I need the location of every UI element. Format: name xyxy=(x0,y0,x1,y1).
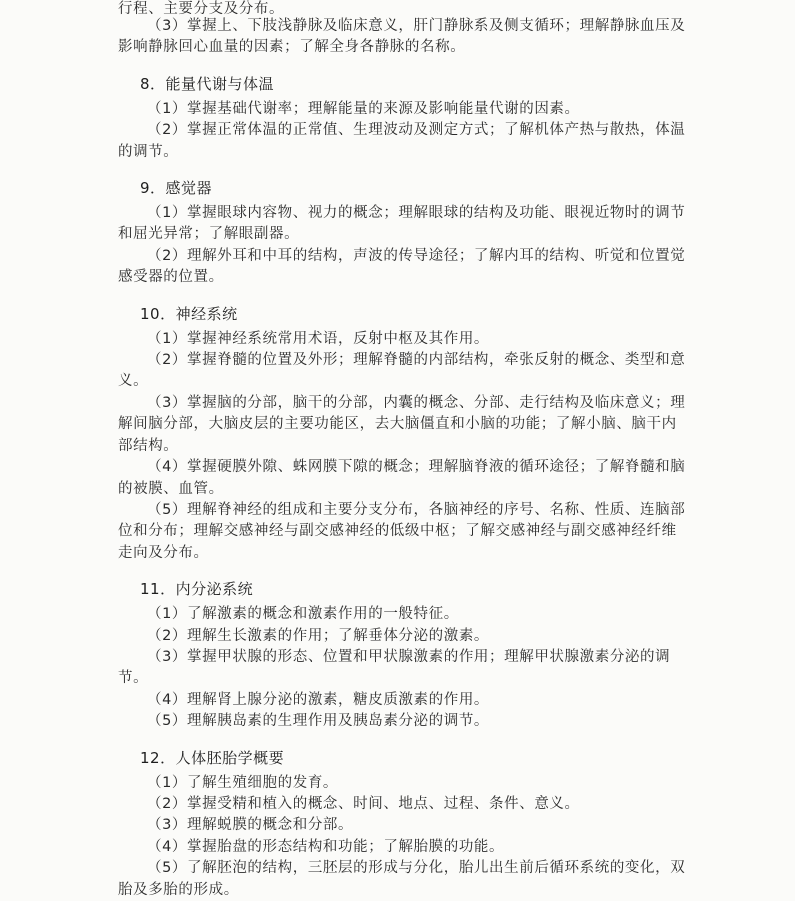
section-title: 9．感觉器 xyxy=(140,179,213,198)
list-item: （2）理解生长激素的作用；了解垂体分泌的激素。 xyxy=(147,627,490,644)
section xyxy=(118,177,690,289)
list-item: （5）理解脊神经的组成和主要分支分布，各脑神经的序号、名称、性质、连脑部位和分布；理解交感神经与副交感神经的低级中枢；了解交感神经与副交感神经纤维走向及分布。 xyxy=(118,501,686,561)
list-item: （1）掌握神经系统常用术语，反射中枢及其作用。 xyxy=(147,330,490,347)
list-item: （5）了解胚泡的结构，三胚层的形成与分化，胎儿出生前后循环系统的变化，双胎及多胎的形成。 xyxy=(118,860,686,898)
list-item: （3）掌握脑的分部，脑干的分部，内囊的概念、分部、走行结构及临床意义；理解间脑分部，大脑皮层的主要功能区，去大脑僵直和小脑的功能；了解小脑、脑干内部结构。 xyxy=(118,394,686,454)
list-item: （2）掌握脊髓的位置及外形；理解脊髓的内部结构，牵张反射的概念、类型和意义。 xyxy=(118,352,686,390)
document-body xyxy=(118,16,690,901)
section-title: 12．人体胚胎学概要 xyxy=(140,748,285,767)
section xyxy=(118,73,690,163)
section xyxy=(118,303,690,564)
list-item: （1）了解生殖细胞的发育。 xyxy=(147,774,339,791)
list-item: （4）理解肾上腺分泌的激素，糖皮质激素的作用。 xyxy=(147,691,490,708)
list-item: （4）掌握胎盘的形态结构和功能；了解胎膜的功能。 xyxy=(147,838,505,855)
list-item: （3）掌握甲状腺的形态、位置和甲状腺激素的作用；理解甲状腺激素分泌的调节。 xyxy=(118,648,671,687)
list-item: （1）掌握基础代谢率；理解能量的来源及影响能量代谢的因素。 xyxy=(147,100,580,117)
list-item: （3）理解蜕膜的概念和分部。 xyxy=(147,817,354,834)
section xyxy=(118,747,690,901)
section-title: 11．内分泌系统 xyxy=(140,580,254,599)
list-item: （2）掌握正常体温的正常值、生理波动及测定方式；了解机体产热与散热，体温的调节。 xyxy=(118,122,686,160)
list-item: （5）理解胰岛素的生理作用及胰岛素分泌的调节。 xyxy=(147,713,490,730)
section-title: 8．能量代谢与体温 xyxy=(140,74,275,93)
sections-container xyxy=(118,73,690,901)
list-item: （3）掌握上、下肢浅静脉及临床意义，肝门静脉系及侧支循环；理解静脉血压及影响静脉回心血量的因素；了解全身各静脉的名称。 xyxy=(118,18,686,56)
list-item: （1）掌握眼球内容物、视力的概念；理解眼球的结构及功能、眼视近物时的调节和屈光异常；了解眼副器。 xyxy=(118,205,686,243)
list-item: （1）了解激素的概念和激素作用的一般特征。 xyxy=(147,606,459,623)
section-title: 10．神经系统 xyxy=(140,304,238,323)
list-item: （4）掌握硬膜外隙、蛛网膜下隙的概念；理解脑脊液的循环途径；了解脊髓和脑的被膜、血管。 xyxy=(118,459,686,497)
section xyxy=(118,578,690,732)
list-item: （2）理解外耳和中耳的结构，声波的传导途径；了解内耳的结构、听觉和位置觉感受器的位置。 xyxy=(118,247,686,286)
continued-text: 行程、主要分支及分布。 xyxy=(118,1,285,17)
list-item: （2）掌握受精和植入的概念、时间、地点、过程、条件、意义。 xyxy=(147,795,580,812)
